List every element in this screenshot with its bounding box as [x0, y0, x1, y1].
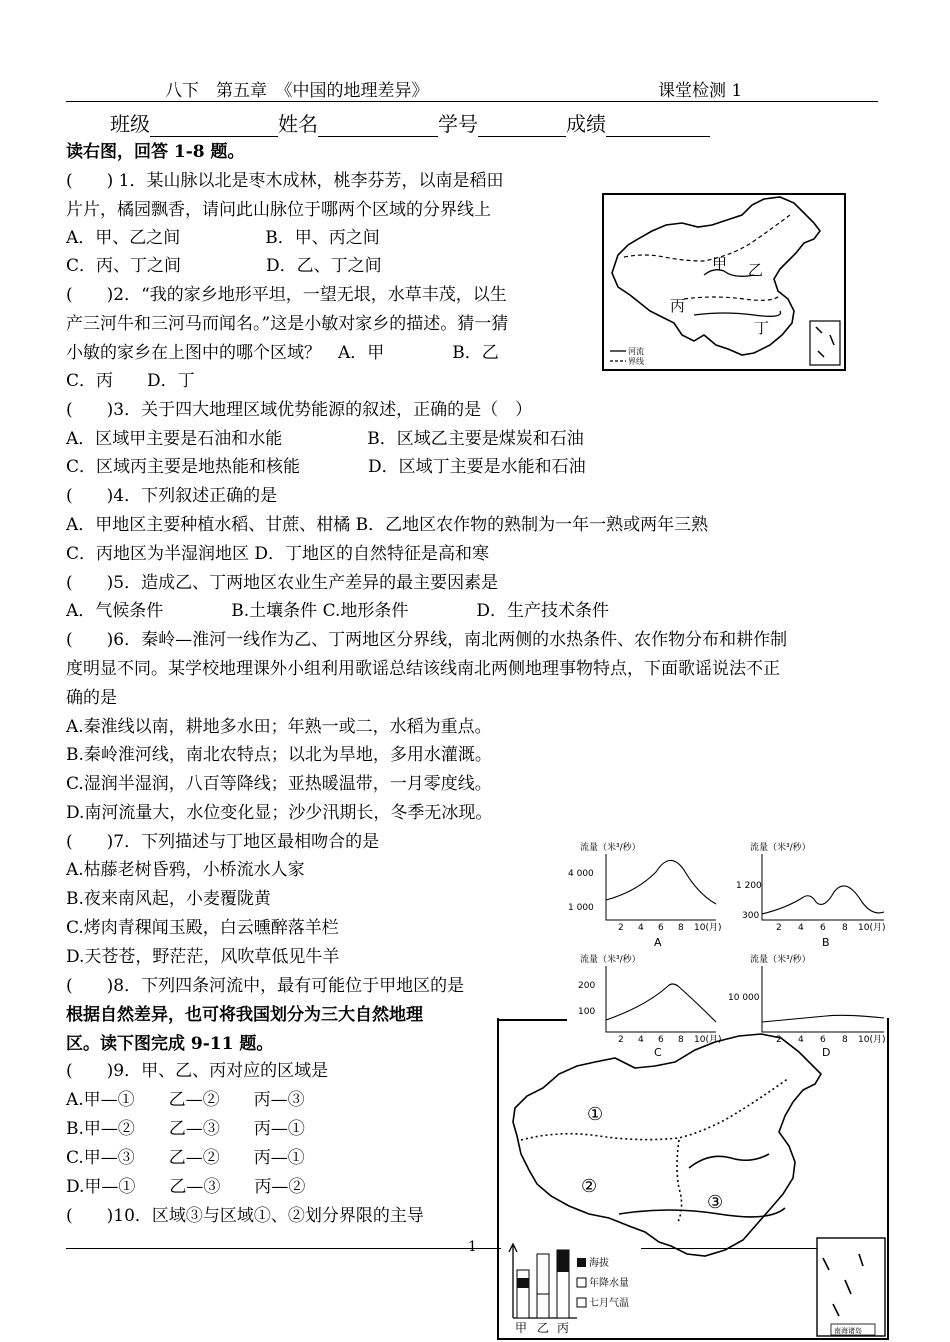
legend-boundary-label: 界线 — [628, 357, 644, 366]
q1-options-ab: A．甲、乙之间 B．甲、丙之间 — [66, 228, 380, 248]
q6-option-c: C.湿润半湿润，八百等降线；亚热暖温带，一月零度线。 — [66, 774, 492, 794]
hydrograph-a-axes — [606, 854, 716, 920]
score-field[interactable] — [606, 116, 710, 137]
q10-stem: ( )10．区域③与区域①、②划分界限的主导 — [66, 1206, 424, 1226]
hydrograph-c-ylabel: 流量（米³/秒） — [580, 955, 641, 965]
hydrograph-c-xtick-2: 2 — [618, 1035, 624, 1045]
hydrograph-b-xtick-2: 2 — [776, 923, 782, 933]
q9-option-a: A.甲—① 乙—② 丙—③ — [66, 1090, 305, 1110]
region-1-label: ① — [587, 1104, 604, 1125]
map2-inset-caption: 南海诸岛 — [834, 1327, 862, 1335]
q1-line1: ( ) 1．某山脉以北是枣木成林，桃李芬芳，以南是稻田 — [66, 171, 504, 191]
hydrograph-c-xtick-4: 4 — [638, 1035, 644, 1045]
hydrograph-c-ytick-low: 100 — [578, 1007, 596, 1017]
qinling-huaihe-line — [684, 295, 780, 300]
three-natural-regions-map — [497, 1018, 889, 1340]
q3-options-ab: A．区域甲主要是石油和水能 B．区域乙主要是煤炭和石油 — [66, 429, 584, 449]
hydrograph-b-ylabel: 流量（米³/秒） — [750, 843, 811, 853]
hydrograph-c-curve — [606, 984, 716, 1022]
legend-altitude-swatch — [577, 1258, 586, 1267]
region-jia-label: 甲 — [712, 255, 728, 273]
q6-option-b: B.秦岭淮河线，南北农特点；以北为旱地，多用水灌溉。 — [66, 745, 492, 765]
q3-stem: ( )3．关于四大地理区域优势能源的叙述，正确的是（ ） — [66, 400, 533, 420]
q2-line3: 小敏的家乡在上图中的哪个区域？ A．甲 B．乙 — [66, 343, 499, 363]
name-label: 姓名 — [278, 112, 318, 136]
map2-china-outline — [513, 1034, 821, 1256]
q9-option-d: D.甲—① 乙—③ 丙—② — [66, 1177, 306, 1197]
intro-9-11-line1: 根据自然差异，也可将我国划分为三大自然地理 — [66, 1005, 423, 1025]
q3-options-cd: C．区域丙主要是地热能和核能 D．区域丁主要是水能和石油 — [66, 457, 586, 477]
hydrograph-a-ytick-low: 1 000 — [568, 903, 594, 913]
hydrograph-d-xtick-2: 2 — [776, 1035, 782, 1045]
class-field[interactable] — [150, 116, 278, 137]
hydrograph-a-xtick-2: 2 — [618, 923, 624, 933]
q2-options-cd: C．丙 D．丁 — [66, 371, 195, 391]
q9-option-c: C.甲—③ 乙—② 丙—① — [66, 1148, 305, 1168]
q5-options: A．气候条件 B.土壤条件 C.地形条件 D．生产技术条件 — [66, 601, 610, 621]
region-ding-label: 丁 — [754, 319, 770, 337]
legend-altitude-label: 海拔 — [589, 1258, 609, 1269]
q5-stem: ( )5．造成乙、丁两地区农业生产差异的最主要因素是 — [66, 573, 499, 593]
hydrograph-b-curve — [762, 886, 884, 914]
hydrograph-c-name: C — [654, 1046, 662, 1059]
q7-option-a: A.枯藤老树昏鸦，小桥流水人家 — [66, 860, 305, 880]
q6-option-a: A.秦淮线以南，耕地多水田；年熟一或二，水稻为重点。 — [66, 717, 492, 737]
hydrograph-b-ytick-high: 1 200 — [736, 881, 762, 891]
map2-bar-jia — [517, 1270, 529, 1318]
name-field[interactable] — [318, 116, 438, 137]
q7-option-b: B.夜来南风起，小麦覆陇黄 — [66, 889, 271, 909]
q1-line2: 片片，橘园飘香，请问此山脉位于哪两个区域的分界线上 — [66, 200, 491, 220]
hydrograph-b-xtick-4: 4 — [798, 923, 804, 933]
legend-precip-swatch — [577, 1278, 586, 1287]
hydrograph-a-xtick-10: 10(月) — [694, 923, 722, 933]
map2-bar-bing — [557, 1250, 569, 1318]
q4-options-cd: C．丙地区为半湿润地区 D．丁地区的自然特征是高和寒 — [66, 544, 490, 564]
hydrograph-b-xtick-8: 8 — [842, 923, 848, 933]
hydrograph-a-xtick-4: 4 — [638, 923, 644, 933]
q6-line3: 确的是 — [66, 688, 117, 708]
q2-line2: 产三河牛和三河马而闻名。”这是小敏对家乡的描述。猜一猜 — [66, 314, 509, 334]
map2-boundary-north — [521, 1078, 789, 1140]
hydrograph-a-ylabel: 流量（米³/秒） — [580, 843, 641, 853]
south-china-sea-inset — [810, 321, 840, 365]
hydrograph-b-xtick-6: 6 — [820, 923, 826, 933]
q7-option-c: C.烤肉青稞闻玉殿，白云曛醉落羊栏 — [66, 918, 339, 938]
hydrograph-c-xtick-8: 8 — [678, 1035, 684, 1045]
region-2-label: ② — [581, 1176, 598, 1197]
hydrograph-a-xtick-6: 6 — [658, 923, 664, 933]
legend-precip-label: 年降水量 — [589, 1278, 629, 1289]
hydrograph-a-name: A — [654, 936, 662, 949]
q6-line1: ( )6．秦岭—淮河一线作为乙、丁两地区分界线，南北两侧的水热条件、农作物分布和耕作制 — [66, 630, 788, 650]
student-info-row — [110, 111, 710, 137]
hydrograph-c-xtick-10: 10(月) — [694, 1035, 722, 1045]
q7-stem: ( )7．下列描述与丁地区最相吻合的是 — [66, 832, 380, 852]
hydrograph-d-xtick-6: 6 — [820, 1035, 826, 1045]
hydrograph-a-xtick-8: 8 — [678, 923, 684, 933]
hydrograph-b-name: B — [822, 936, 830, 949]
map2-bar-yi — [537, 1254, 549, 1318]
id-label: 学号 — [438, 112, 478, 136]
q9-option-b: B.甲—② 乙—③ 丙—① — [66, 1119, 305, 1139]
hydrograph-b-axes — [762, 854, 884, 920]
legend-temp-label: 七月气温 — [589, 1298, 629, 1309]
id-field[interactable] — [478, 116, 566, 137]
hydrograph-a-ytick-high: 4 000 — [568, 869, 594, 879]
map2-south-china-sea-inset — [817, 1238, 885, 1336]
hydrograph-b-xtick-10: 10(月) — [858, 923, 886, 933]
page-number: 1 — [468, 1239, 477, 1255]
hydrograph-d-xtick-4: 4 — [798, 1035, 804, 1045]
region-yi-label: 乙 — [748, 261, 764, 279]
class-label: 班级 — [110, 112, 150, 136]
hydrograph-a-curve — [606, 860, 716, 904]
header-title: 八下 第五章 《中国的地理差异》 — [165, 81, 429, 101]
hydrograph-b — [736, 841, 885, 949]
region-3-label: ③ — [707, 1192, 724, 1213]
q7-option-d: D.天苍苍，野茫茫，风吹草低见牛羊 — [66, 947, 340, 967]
china-four-regions-map — [602, 193, 846, 371]
map2-boundary-qinghai-tibet — [677, 1140, 682, 1224]
bar-cat-yi: 乙 — [537, 1321, 550, 1335]
map2-yellow-river — [689, 1154, 769, 1168]
q2-line1: ( )2．“我的家乡地形平坦，一望无垠，水草丰茂，以生 — [66, 285, 507, 305]
hydrograph-b-ytick-low: 300 — [742, 911, 760, 921]
yangtze-river — [694, 311, 780, 316]
hydrograph-d-ylabel: 流量（米³/秒） — [750, 955, 811, 965]
hydrograph-d-xtick-8: 8 — [842, 1035, 848, 1045]
bar-cat-bing: 丙 — [557, 1321, 570, 1335]
hydrograph-a — [568, 841, 721, 949]
q9-stem: ( )9．甲、乙、丙对应的区域是 — [66, 1061, 329, 1081]
legend-temp-swatch — [577, 1298, 586, 1307]
hydrograph-d-name: D — [822, 1046, 831, 1059]
bar-cat-jia: 甲 — [515, 1321, 528, 1335]
score-label: 成绩 — [566, 112, 606, 136]
china-outline — [612, 197, 820, 355]
q1-options-cd: C．丙、丁之间 D．乙、丁之间 — [66, 256, 382, 276]
q4-stem: ( )4．下列叙述正确的是 — [66, 486, 278, 506]
intro-1-8: 读右图，回答 1-8 题。 — [66, 142, 245, 162]
region-boundary-dashed — [624, 215, 790, 261]
region-bing-label: 丙 — [670, 297, 686, 315]
header-right: 课堂检测 1 — [658, 81, 743, 101]
intro-9-11-line2: 区。读下图完成 9-11 题。 — [66, 1034, 274, 1054]
q8-stem: ( )8．下列四条河流中，最有可能位于甲地区的是 — [66, 976, 465, 996]
hydrograph-c-ytick-high: 200 — [578, 981, 596, 991]
legend-river-label: 河流 — [628, 347, 644, 356]
q6-option-d: D.南河流量大，水位变化显；沙少汛期长，冬季无冰现。 — [66, 803, 493, 823]
q6-line2: 度明显不同。某学校地理课外小组利用歌谣总结该线南北两侧地理事物特点，下面歌谣说法不正 — [66, 659, 780, 679]
hydrograph-d-xtick-10: 10(月) — [858, 1035, 886, 1045]
q4-options-ab: A．甲地区主要种植水稻、甘蔗、柑橘 B．乙地区农作物的熟制为一年一熟或两年三熟 — [66, 515, 709, 535]
hydrograph-c-xtick-6: 6 — [658, 1035, 664, 1045]
map2-yangtze-river — [619, 1208, 785, 1217]
hydrograph-d-ytick: 10 000 — [728, 993, 760, 1003]
header-rule — [66, 101, 878, 102]
